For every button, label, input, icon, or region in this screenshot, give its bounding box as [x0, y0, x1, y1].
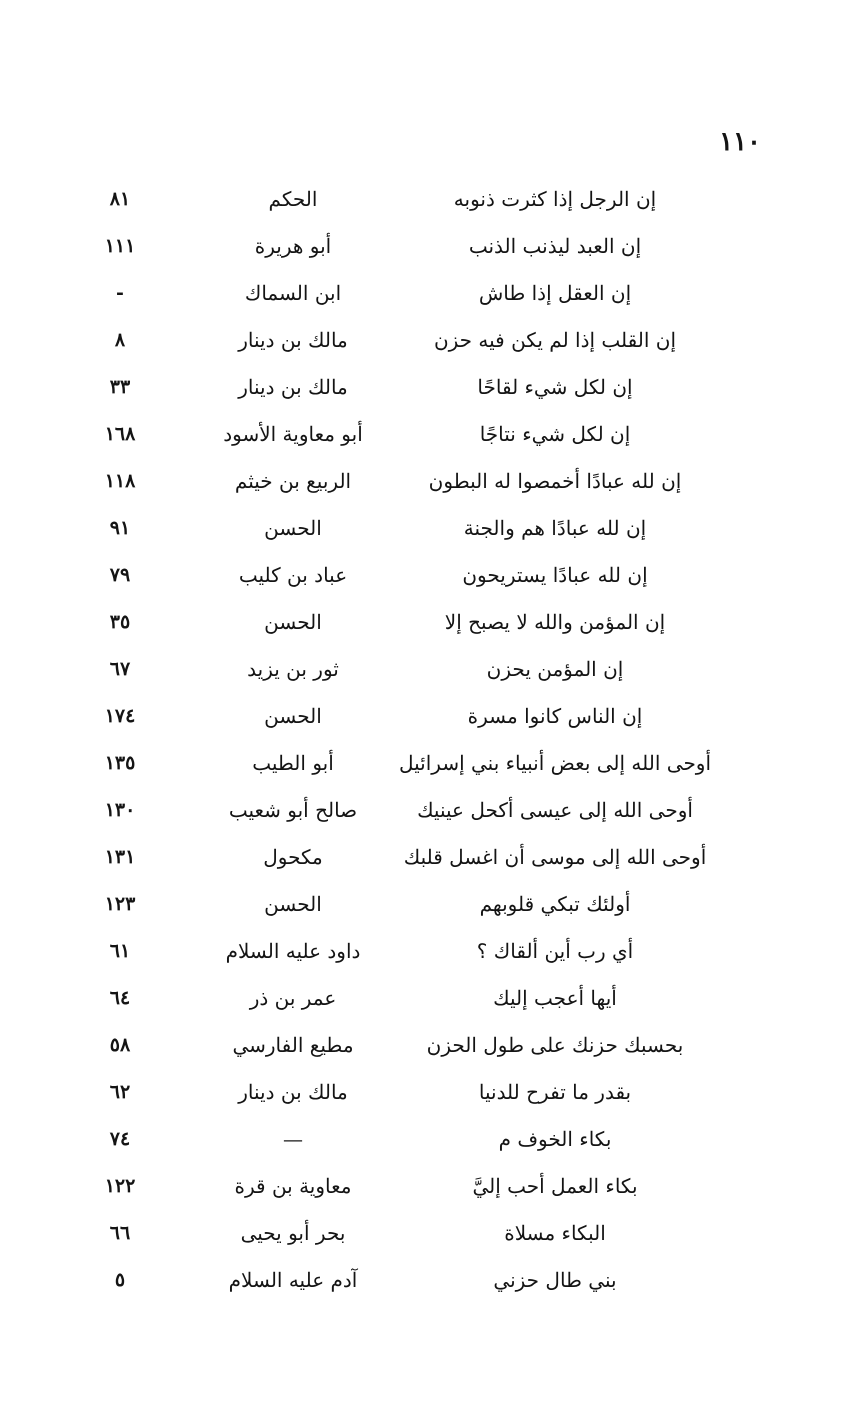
- phrase-text: أولئك تبكي قلوبهم: [479, 892, 631, 916]
- reference-number: ١٦٨: [104, 423, 136, 445]
- reference-number: ٦٤: [109, 987, 131, 1009]
- narrator-name: الربيع بن خيثم: [234, 469, 352, 493]
- reference-number: ١٣٠: [104, 799, 136, 821]
- reference-number: ٩١: [109, 517, 131, 539]
- narrator-name: أبو معاوية الأسود: [223, 422, 363, 446]
- index-row: [0, 1163, 849, 1210]
- phrase-text: أوحى الله إلى بعض أنبياء بني إسرائيل: [398, 751, 712, 775]
- phrase-text: إن لله عبادًا أخمصوا له البطون: [428, 469, 682, 493]
- reference-number: ٣٥: [109, 611, 131, 633]
- reference-number: ١٢٣: [104, 893, 136, 915]
- index-row: [0, 693, 849, 740]
- index-row: [0, 975, 849, 1022]
- phrase-text: إن لكل شيء لقاحًا: [477, 375, 633, 399]
- index-row: [0, 834, 849, 881]
- reference-number: ٥: [114, 1269, 126, 1291]
- index-row: [0, 505, 849, 552]
- narrator-name: الحكم: [268, 187, 318, 211]
- reference-number: ١٢٢: [104, 1175, 136, 1197]
- reference-number: ١١١: [104, 235, 136, 257]
- phrase-text: إن الناس كانوا مسرة: [467, 704, 643, 728]
- index-row: [0, 411, 849, 458]
- phrase-text: بحسبك حزنك على طول الحزن: [426, 1033, 684, 1057]
- reference-number: ٧٩: [109, 564, 131, 586]
- narrator-name: الحسن: [264, 892, 322, 916]
- phrase-text: إن لكل شيء نتاجًا: [479, 422, 631, 446]
- narrator-name: مالك بن دينار: [238, 1080, 348, 1104]
- narrator-name: مطيع الفارسي: [232, 1033, 354, 1057]
- phrase-text: أيها أعجب إليك: [493, 986, 617, 1010]
- index-row: [0, 787, 849, 834]
- reference-number: -: [116, 282, 124, 304]
- index-row: [0, 270, 849, 317]
- reference-number: ٣٣: [109, 376, 131, 398]
- reference-number: ٨: [114, 329, 126, 351]
- index-row: [0, 552, 849, 599]
- narrator-name: ثور بن يزيد: [247, 657, 339, 681]
- narrator-name: معاوية بن قرة: [234, 1174, 352, 1198]
- phrase-text: بكاء العمل أحب إليَّ: [472, 1174, 638, 1198]
- index-row: [0, 364, 849, 411]
- phrase-text: أوحى الله إلى موسى أن اغسل قلبك: [403, 845, 707, 869]
- narrator-name: مالك بن دينار: [238, 375, 348, 399]
- index-row: [0, 176, 849, 223]
- narrator-name: الحسن: [264, 516, 322, 540]
- phrase-text: إن المؤمن يحزن: [486, 657, 624, 681]
- narrator-name: صالح أبو شعيب: [228, 798, 358, 822]
- reference-number: ١١٨: [104, 470, 136, 492]
- reference-number: ١٧٤: [104, 705, 136, 727]
- phrase-text: البكاء مسلاة: [504, 1221, 606, 1245]
- reference-number: ٥٨: [109, 1034, 131, 1056]
- reference-number: ٦٧: [109, 658, 131, 680]
- narrator-name: أبو هريرة: [254, 234, 332, 258]
- narrator-name: مكحول: [263, 845, 323, 869]
- narrator-name: عمر بن ذر: [249, 986, 337, 1010]
- narrator-name: ابن السماك: [244, 281, 342, 305]
- reference-number: ٦٢: [109, 1081, 131, 1103]
- narrator-name: بحر أبو يحيى: [240, 1221, 346, 1245]
- reference-number: ١٣٥: [104, 752, 136, 774]
- phrase-text: أي رب أين ألقاك ؟: [476, 939, 634, 963]
- reference-number: ٦١: [109, 940, 131, 962]
- index-row: [0, 881, 849, 928]
- phrase-text: إن لله عبادًا هم والجنة: [463, 516, 647, 540]
- reference-number: ٧٤: [109, 1128, 131, 1150]
- page-number: ١١٠: [719, 127, 761, 157]
- index-row: [0, 740, 849, 787]
- phrase-text: بقدر ما تفرح للدنيا: [478, 1080, 632, 1104]
- reference-number: ٨١: [109, 188, 131, 210]
- index-row: [0, 1116, 849, 1163]
- index-row: [0, 928, 849, 975]
- index-row: [0, 599, 849, 646]
- narrator-name: أبو الطيب: [252, 751, 334, 775]
- index-row: [0, 1069, 849, 1116]
- index-row: [0, 223, 849, 270]
- index-row: [0, 458, 849, 505]
- narrator-name: —: [283, 1127, 303, 1151]
- index-table: [0, 176, 849, 1304]
- index-row: [0, 646, 849, 693]
- phrase-text: إن القلب إذا لم يكن فيه حزن: [433, 328, 677, 352]
- index-row: [0, 317, 849, 364]
- narrator-name: الحسن: [264, 610, 322, 634]
- narrator-name: داود عليه السلام: [225, 939, 361, 963]
- narrator-name: الحسن: [264, 704, 322, 728]
- phrase-text: إن العبد ليذنب الذنب: [468, 234, 642, 258]
- reference-number: ١٣١: [104, 846, 136, 868]
- phrase-text: بكاء الخوف م: [498, 1127, 612, 1151]
- narrator-name: مالك بن دينار: [238, 328, 348, 352]
- phrase-text: إن المؤمن والله لا يصبح إلا: [444, 610, 666, 634]
- phrase-text: إن الرجل إذا كثرت ذنوبه: [453, 187, 657, 211]
- index-row: [0, 1210, 849, 1257]
- narrator-name: آدم عليه السلام: [228, 1268, 358, 1292]
- reference-number: ٦٦: [109, 1222, 131, 1244]
- narrator-name: عباد بن كليب: [238, 563, 348, 587]
- phrase-text: أوحى الله إلى عيسى أكحل عينيك: [417, 798, 693, 822]
- phrase-text: بني طال حزني: [493, 1268, 617, 1292]
- index-row: [0, 1257, 849, 1304]
- phrase-text: إن العقل إذا طاش: [478, 281, 632, 305]
- phrase-text: إن لله عبادًا يستريحون: [462, 563, 648, 587]
- index-row: [0, 1022, 849, 1069]
